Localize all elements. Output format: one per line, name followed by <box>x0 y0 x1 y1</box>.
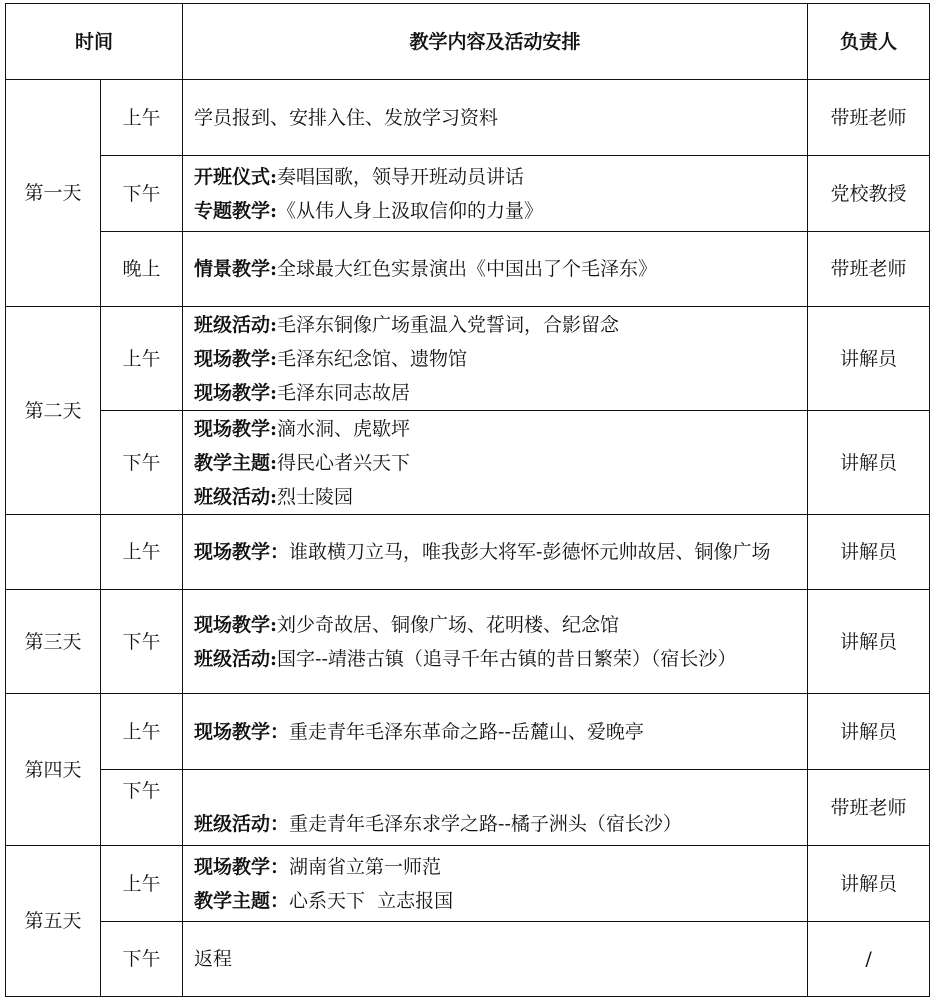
line-tag: 班级活动： <box>194 813 290 835</box>
line-text: 刘少奇故居、铜像广场、花明楼、纪念馆 <box>277 613 620 636</box>
person-cell: 党校教授 <box>808 156 930 232</box>
line-text: 毛泽东铜像广场重温入党誓词，合影留念 <box>277 313 620 336</box>
line-text: 湖南省立第一师范 <box>289 855 442 878</box>
content-cell <box>183 156 808 232</box>
person-cell: 讲解员 <box>808 411 930 515</box>
content-line <box>194 850 801 884</box>
content-cell <box>183 232 808 307</box>
table-row <box>6 156 930 232</box>
period-cell: 下午 <box>101 411 183 515</box>
day-cell: 第三天 <box>6 590 101 694</box>
line-text: 烈士陵园 <box>277 485 354 508</box>
period-cell: 上午 <box>101 80 183 156</box>
content-line <box>194 942 801 976</box>
table-row <box>6 922 930 997</box>
line-text: 学员报到、安排入住、发放学习资料 <box>194 106 499 129</box>
day-cell: 第五天 <box>6 846 101 997</box>
line-tag: 班级活动: <box>194 485 278 508</box>
line-text: 毛泽东纪念馆、遗物馆 <box>277 347 468 370</box>
person-cell: 讲解员 <box>808 694 930 770</box>
period-cell: 晚上 <box>101 232 183 307</box>
line-tag: 现场教学： <box>194 541 290 563</box>
content-cell <box>183 694 808 770</box>
line-tag: 班级活动: <box>194 647 278 670</box>
content-cell <box>183 590 808 694</box>
header-person: 负责人 <box>808 4 930 80</box>
table-row <box>6 694 930 770</box>
table-row <box>6 411 930 515</box>
content-line <box>194 807 801 841</box>
content-line <box>194 194 801 228</box>
line-text: 重走青年毛泽东革命之路--岳麓山、爱晚亭 <box>289 720 644 743</box>
period-cell: 下午 <box>101 156 183 232</box>
content-cell <box>183 770 808 846</box>
table-row <box>6 590 930 694</box>
content-line <box>194 342 801 376</box>
line-text: 心系天下 立志报国 <box>289 889 454 912</box>
content-cell <box>183 80 808 156</box>
content-line <box>194 480 801 514</box>
header-time: 时间 <box>6 4 183 80</box>
period-cell: 下午 <box>101 590 183 694</box>
line-text: 全球最大红色实景演出《中国出了个毛泽东》 <box>277 258 658 280</box>
content-cell <box>183 307 808 411</box>
content-line <box>194 446 801 480</box>
line-text: 谁敢横刀立马，唯我彭大将军-彭德怀元帅故居、铜像广场 <box>289 541 771 563</box>
line-text: 得民心者兴天下 <box>277 451 411 474</box>
line-tag: 教学主题: <box>194 451 278 474</box>
line-tag: 现场教学: <box>194 347 278 370</box>
period-cell: 下午 <box>101 770 183 846</box>
content-cell <box>183 922 808 997</box>
person-cell: 带班老师 <box>808 232 930 307</box>
content-line <box>194 101 801 135</box>
content-line <box>194 252 801 286</box>
content-cell <box>183 846 808 922</box>
person-cell: 讲解员 <box>808 846 930 922</box>
table-row <box>6 770 930 846</box>
day-cell-empty <box>6 515 101 590</box>
person-cell: 讲解员 <box>808 307 930 411</box>
day-cell: 第一天 <box>6 80 101 307</box>
line-text: 《从伟人身上汲取信仰的力量》 <box>277 199 544 222</box>
person-cell: 带班老师 <box>808 770 930 846</box>
header-content: 教学内容及活动安排 <box>183 4 808 80</box>
day-cell: 第二天 <box>6 307 101 515</box>
line-tag: 现场教学: <box>194 417 278 440</box>
period-cell: 上午 <box>101 694 183 770</box>
header-row <box>6 4 930 80</box>
line-text: 滴水洞、虎歇坪 <box>277 417 411 440</box>
line-tag: 现场教学: <box>194 613 278 636</box>
schedule-table <box>5 3 930 997</box>
line-tag: 教学主题： <box>194 889 290 912</box>
content-line <box>194 535 801 569</box>
person-cell: 讲解员 <box>808 590 930 694</box>
line-text: 返程 <box>194 948 233 970</box>
line-text: 毛泽东同志故居 <box>277 381 411 404</box>
person-cell: 讲解员 <box>808 515 930 590</box>
content-line <box>194 608 801 642</box>
line-tag: 情景教学: <box>194 258 278 280</box>
line-tag: 班级活动: <box>194 313 278 336</box>
period-cell: 上午 <box>101 515 183 590</box>
person-cell: 带班老师 <box>808 80 930 156</box>
table-row <box>6 80 930 156</box>
line-text: 重走青年毛泽东求学之路--橘子洲头（宿长沙） <box>289 813 682 835</box>
line-tag: 现场教学: <box>194 381 278 404</box>
person-cell: / <box>808 922 930 997</box>
table-row <box>6 232 930 307</box>
line-text: 奏唱国歌，领导开班动员讲话 <box>277 165 525 188</box>
content-line <box>194 308 801 342</box>
period-cell: 上午 <box>101 846 183 922</box>
content-line <box>194 884 801 918</box>
table-row <box>6 515 930 590</box>
line-tag: 专题教学: <box>194 199 278 222</box>
content-line <box>194 642 801 676</box>
content-cell <box>183 411 808 515</box>
line-text: 国字--靖港古镇（追寻千年古镇的昔日繁荣）（宿长沙） <box>277 647 737 670</box>
period-cell: 下午 <box>101 922 183 997</box>
content-line <box>194 376 801 410</box>
content-line <box>194 160 801 194</box>
content-line <box>194 412 801 446</box>
line-tag: 现场教学： <box>194 720 290 743</box>
period-cell: 上午 <box>101 307 183 411</box>
line-tag: 开班仪式: <box>194 165 278 188</box>
table-row <box>6 846 930 922</box>
content-cell <box>183 515 808 590</box>
day-cell: 第四天 <box>6 694 101 846</box>
line-tag: 现场教学： <box>194 855 290 878</box>
content-line <box>194 715 801 749</box>
table-row <box>6 307 930 411</box>
